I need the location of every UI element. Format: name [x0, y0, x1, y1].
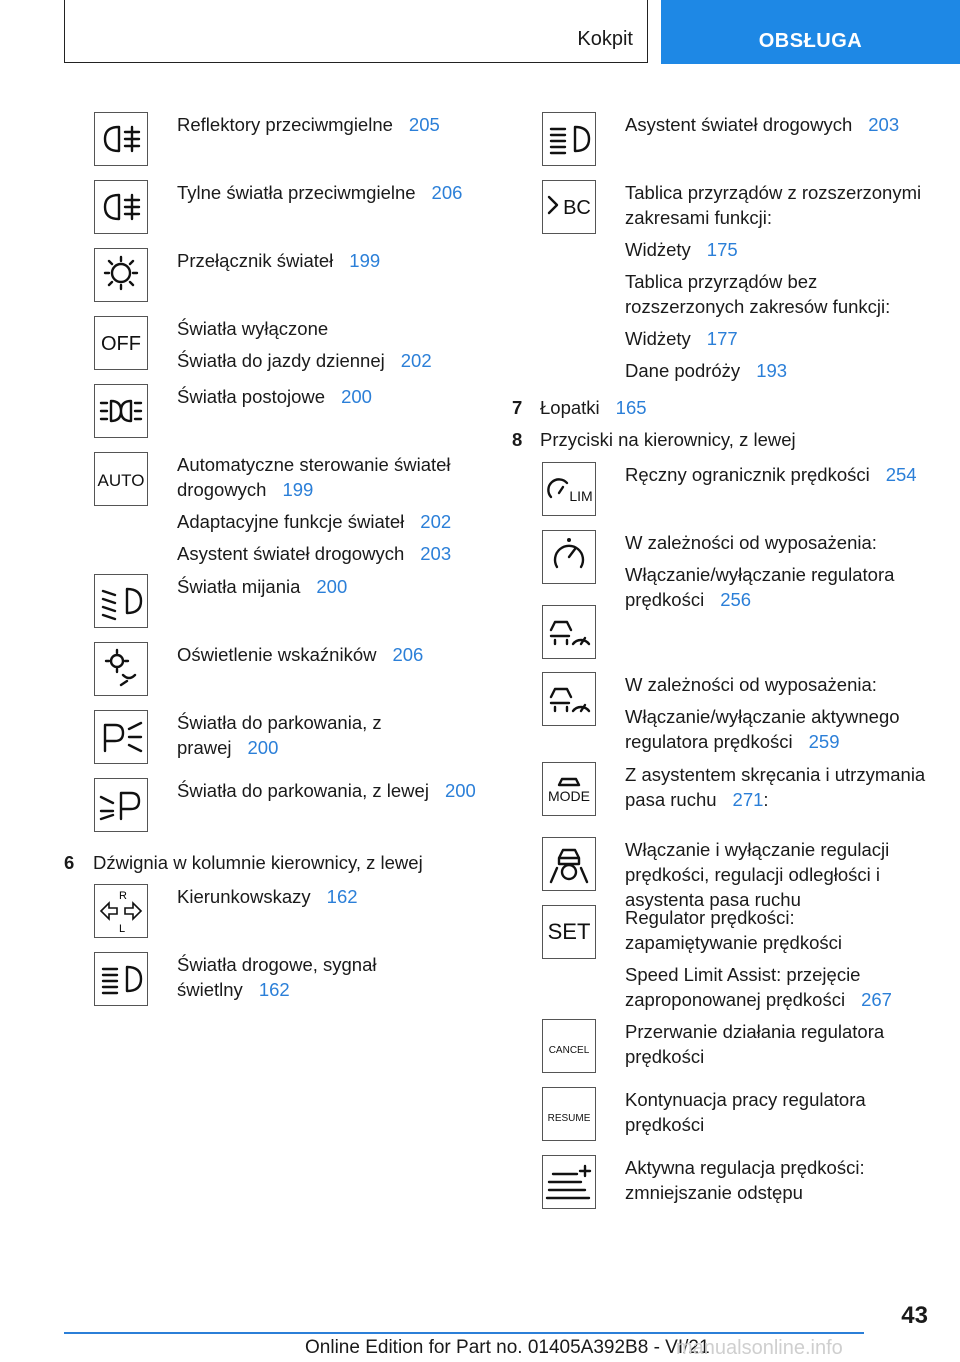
legend-line	[625, 837, 930, 912]
legend-line	[625, 112, 930, 137]
legend-line-text: Z asystentem skręcania i utrzymania pasa ruchu	[625, 764, 926, 810]
page-reference-link[interactable]: 206	[431, 182, 463, 203]
turn-signal-r-label: R	[119, 890, 127, 902]
page-reference-link[interactable]: 259	[808, 731, 840, 752]
legend-line	[177, 574, 482, 599]
section-6-title: Dźwignia w kolumnie kierownicy, z lewej	[93, 852, 423, 873]
svg-text:OFF: OFF	[101, 333, 141, 355]
high-beam-icon	[94, 952, 148, 1006]
legend-line-text: Ręczny ogranicznik prędkości	[625, 464, 870, 485]
legend-line-suffix: :	[763, 789, 769, 810]
legend-line-text: Kontynuacja pracy regulatora prędkości	[625, 1089, 866, 1135]
watermark: manualsonline.info	[676, 1337, 843, 1359]
footer-divider	[64, 1332, 864, 1334]
legend-line	[177, 509, 482, 534]
legend-line	[625, 905, 930, 955]
page-reference-link[interactable]: 177	[706, 328, 738, 349]
legend-line	[625, 962, 930, 1012]
legend-line-text: Przerwanie działania regulatora prędkości	[625, 1021, 885, 1067]
legend-line	[177, 180, 482, 205]
legend-line	[177, 112, 482, 137]
header-section-title: Kokpit	[577, 28, 633, 50]
legend-line-text: Światła do parkowania, z prawej	[177, 712, 382, 758]
legend-item-text	[625, 462, 930, 494]
legend-line	[177, 642, 482, 667]
page-reference-link[interactable]: 199	[282, 479, 314, 500]
legend-item-text	[625, 530, 930, 619]
legend-line-text: Światła do parkowania, z lewej	[177, 780, 429, 801]
legend-line	[625, 237, 930, 262]
section-8-title: Przyciski na kierownicy, z lewej	[540, 429, 796, 450]
cruise-control-icon	[542, 530, 596, 584]
front-fog-light-icon	[94, 112, 148, 166]
legend-item-text	[625, 1087, 930, 1144]
legend-line-text: Światła do jazdy dziennej	[177, 350, 385, 371]
resume-icon	[542, 1087, 596, 1141]
legend-line-text: Włączanie/wyłączanie regulatora prędkości	[625, 564, 895, 610]
page-reference-link[interactable]: 202	[400, 350, 432, 371]
legend-item-text	[625, 762, 930, 819]
svg-text:RESUME: RESUME	[547, 1113, 591, 1124]
page-reference-link[interactable]: 162	[326, 886, 358, 907]
legend-line	[177, 316, 482, 341]
set-icon	[542, 905, 596, 959]
page-reference-link[interactable]: 267	[861, 989, 892, 1010]
light-switch-icon	[94, 248, 148, 302]
legend-line	[625, 269, 930, 319]
legend-line	[177, 452, 482, 502]
page-number: 43	[901, 1302, 928, 1329]
steering-assist-icon	[542, 837, 596, 891]
page-reference-link[interactable]: 162	[258, 979, 290, 1000]
legend-line-text: Kierunkowskazy	[177, 886, 311, 907]
legend-line-text: Reflektory przeciwmgielne	[177, 114, 393, 135]
parking-light-left-icon	[94, 778, 148, 832]
legend-line-text: Tablica przyrządów bez rozszerzonych zakresów funkcji:	[625, 271, 891, 317]
legend-line	[177, 884, 482, 909]
legend-line-text: Automatyczne sterowanie świateł drogowych	[177, 454, 451, 500]
legend-line-text: Przełącznik świateł	[177, 250, 334, 271]
legend-item-text	[177, 384, 482, 416]
page-reference-link[interactable]: 200	[247, 737, 279, 758]
page-reference-link[interactable]: 199	[349, 250, 381, 271]
legend-item-text	[177, 642, 482, 674]
legend-line	[625, 1019, 930, 1069]
legend-line-text: Światła mijania	[177, 576, 301, 597]
cancel-icon	[542, 1019, 596, 1073]
legend-item-text	[177, 180, 482, 212]
legend-line	[177, 348, 482, 373]
legend-item-text	[625, 1019, 930, 1076]
legend-line	[177, 778, 482, 803]
legend-line	[177, 710, 482, 760]
legend-item-text	[177, 248, 482, 280]
turn-signal-icon	[94, 884, 148, 938]
page-reference-link[interactable]: 254	[885, 464, 917, 485]
turn-signal-l-label: L	[119, 923, 126, 933]
legend-item-text	[177, 112, 482, 144]
high-beam-assistant-icon	[542, 112, 596, 166]
acc-icon	[542, 605, 596, 659]
mode-icon	[542, 762, 596, 816]
legend-item-text	[177, 710, 482, 767]
svg-text:CANCEL: CANCEL	[548, 1045, 590, 1056]
legend-line-text: Tylne światła przeciwmgielne	[177, 182, 416, 203]
legend-line-text: Widżety	[625, 328, 691, 349]
legend-line-text: Włączanie i wyłączanie regulacji prędkości, regulacji odległości i asystenta pasa ruchu	[625, 839, 890, 910]
svg-text:AUTO: AUTO	[97, 471, 145, 490]
page-reference-link[interactable]: 203	[420, 543, 452, 564]
legend-line	[625, 530, 930, 555]
legend-line	[177, 952, 482, 1002]
section-7-page-link[interactable]: 165	[615, 397, 647, 418]
section-6-number: 6	[64, 852, 75, 873]
distance-decrease-icon	[542, 1155, 596, 1209]
page-reference-link[interactable]: 200	[316, 576, 348, 597]
legend-item-text	[177, 778, 482, 810]
page-reference-link[interactable]: 206	[392, 644, 424, 665]
legend-line-text: Regulator prędkości: zapamiętywanie prędkości	[625, 907, 842, 953]
section-8-number: 8	[512, 429, 523, 450]
page-reference-link[interactable]: 175	[706, 239, 738, 260]
header-chapter-title: OBSŁUGA	[758, 30, 863, 52]
legend-line-text: Asystent świateł drogowych	[625, 114, 853, 135]
legend-line	[177, 248, 482, 273]
legend-line-text: Oświetlenie wskaźników	[177, 644, 377, 665]
legend-line	[625, 180, 930, 230]
acc-icon	[542, 672, 596, 726]
legend-line-text: Widżety	[625, 239, 691, 260]
legend-line-text: Światła wyłączone	[177, 318, 329, 339]
legend-item-text	[625, 1155, 930, 1212]
page-reference-link[interactable]: 203	[868, 114, 900, 135]
legend-item-text	[177, 574, 482, 606]
legend-line	[625, 672, 930, 697]
legend-item-text	[177, 316, 482, 380]
page-reference-link[interactable]: 205	[408, 114, 440, 135]
parking-light-right-icon	[94, 710, 148, 764]
legend-line-text: Włączanie/wyłączanie aktywnego regulatora prędkości	[625, 706, 900, 752]
legend-line-text: Dane podróży	[625, 360, 741, 381]
svg-text:SET: SET	[547, 919, 591, 944]
legend-line-text: Światła drogowe, sygnał świetlny	[177, 954, 377, 1000]
low-beam-icon	[94, 574, 148, 628]
legend-line	[625, 762, 930, 812]
legend-item-text	[177, 884, 482, 916]
legend-line-text: W zależności od wyposażenia:	[625, 674, 877, 695]
legend-line-text: Asystent świateł drogowych	[177, 543, 405, 564]
header-section-box	[64, 0, 648, 63]
svg-text:BC: BC	[563, 197, 591, 219]
legend-item-text	[177, 952, 482, 1009]
auto-icon	[94, 452, 148, 506]
legend-line-text: Aktywna regulacja prędkości: zmniejszanie odstępu	[625, 1157, 865, 1203]
legend-line-text: Światła postojowe	[177, 386, 326, 407]
legend-line-text: W zależności od wyposażenia:	[625, 532, 877, 553]
legend-line	[625, 562, 930, 612]
legend-line	[625, 358, 930, 383]
svg-text:MODE: MODE	[548, 788, 590, 804]
page-reference-link[interactable]: 193	[756, 360, 788, 381]
rear-fog-light-icon	[94, 180, 148, 234]
legend-item-text	[625, 905, 930, 1019]
header-chapter-tab[interactable]	[661, 0, 960, 64]
legend-item-text	[625, 112, 930, 144]
parking-lights-icon	[94, 384, 148, 438]
legend-item-text	[177, 452, 482, 573]
legend-line	[625, 1087, 930, 1137]
legend-line-text: Tablica przyrządów z rozszerzonymi zakresami funkcji:	[625, 182, 922, 228]
legend-line	[177, 541, 482, 566]
page-reference-link[interactable]: 202	[420, 511, 452, 532]
legend-line-text: Adaptacyjne funkcje świateł	[177, 511, 405, 532]
page-reference-link[interactable]: 200	[444, 780, 476, 801]
legend-item-text	[625, 672, 930, 761]
legend-line	[625, 1155, 930, 1205]
page-reference-link[interactable]: 200	[341, 386, 372, 407]
page-reference-link[interactable]: 271	[732, 789, 764, 810]
lim-icon	[542, 462, 596, 516]
instrument-lighting-icon	[94, 642, 148, 696]
legend-line	[625, 462, 930, 487]
bc-icon	[542, 180, 596, 234]
page-reference-link[interactable]: 256	[720, 589, 752, 610]
legend-line-text: Speed Limit Assist: przejęcie zaproponowanej prędkości	[625, 964, 861, 1010]
off-icon	[94, 316, 148, 370]
legend-line	[177, 384, 482, 409]
footer-edition: Online Edition for Part no. 01405A392B8 - VI/21	[305, 1337, 710, 1358]
svg-text:LIM: LIM	[569, 488, 593, 504]
legend-line	[625, 704, 930, 754]
section-7-title: Łopatki 165	[540, 397, 647, 418]
legend-line	[625, 326, 930, 351]
legend-item-text	[625, 180, 930, 390]
section-7-number: 7	[512, 397, 523, 418]
